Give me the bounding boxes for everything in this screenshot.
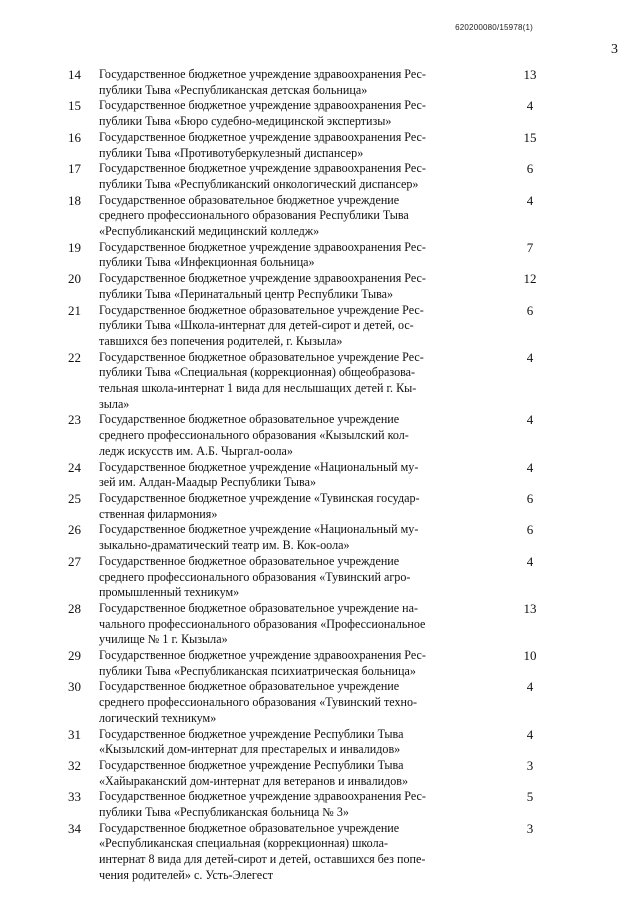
item-count: 6 — [526, 490, 534, 506]
institution-name — [99, 303, 454, 350]
institution-name-line: Государственное бюджетное учреждение здравоохранения Рес- — [99, 789, 426, 804]
item-count: 4 — [526, 726, 534, 742]
item-number: 24 — [68, 459, 81, 475]
institution-name — [99, 522, 454, 553]
institution-name — [99, 491, 454, 522]
institution-name — [99, 460, 454, 491]
institution-name-line: публики Тыва «Противотуберкулезный диспансер» — [99, 145, 364, 160]
institution-name-line: среднего профессионального образования «Кызылский кол- — [99, 428, 409, 443]
item-count: 10 — [523, 648, 537, 664]
institution-name-line: публики Тыва «Школа-интернат для детей-сирот и детей, ос- — [99, 318, 414, 333]
institution-name — [99, 271, 454, 302]
institution-name-line: публики Тыва «Республиканская психиатрическая больница» — [99, 663, 416, 678]
institution-name-line: тельная школа-интернат 1 вида для неслышащих детей г. Кы- — [99, 381, 417, 396]
institution-name — [99, 727, 454, 758]
item-count: 6 — [526, 161, 534, 177]
list-item — [0, 821, 640, 884]
institution-name-line: Государственное бюджетное учреждение здравоохранения Рес- — [99, 271, 426, 286]
item-number: 31 — [68, 726, 81, 742]
institution-name-line: логический техникум» — [99, 710, 217, 725]
institution-name-line: интернат 8 вида для детей-сирот и детей, оставшихся без попе- — [99, 852, 426, 867]
document-code: 620200080/15978(1) — [455, 23, 533, 32]
institution-name-line: Государственное бюджетное учреждение здравоохранения Рес- — [99, 67, 426, 81]
institution-name-line: Государственное бюджетное образовательное учреждение — [99, 553, 400, 568]
item-number: 22 — [68, 349, 81, 365]
item-count: 13 — [523, 67, 537, 82]
item-number: 26 — [68, 522, 81, 538]
institution-name-line: Государственное бюджетное учреждение здравоохранения Рес- — [99, 98, 426, 113]
institution-name-line: чального профессионального образования «Профессиональное — [99, 616, 426, 631]
item-count: 4 — [526, 192, 534, 208]
institution-name-line: Государственное бюджетное учреждение здравоохранения Рес- — [99, 161, 426, 176]
institution-name-line: среднего профессионального образования «Тувинский агро- — [99, 569, 411, 584]
institution-name-line: зыла» — [99, 396, 130, 411]
institution-list — [0, 67, 640, 884]
item-number: 23 — [68, 412, 81, 428]
item-number: 19 — [68, 239, 81, 255]
institution-name-line: зыкально-драматический театр им. В. Кок-оола» — [99, 538, 350, 553]
item-count: 4 — [526, 553, 534, 569]
institution-name — [99, 98, 454, 129]
institution-name — [99, 789, 454, 820]
institution-name — [99, 758, 454, 789]
institution-name-line: Государственное бюджетное образовательное учреждение — [99, 820, 400, 835]
list-item — [0, 350, 640, 413]
institution-name-line: публики Тыва «Республиканский онкологический диспансер» — [99, 176, 419, 191]
item-count: 3 — [526, 820, 534, 836]
list-item — [0, 522, 640, 553]
institution-name-line: ственная филармония» — [99, 506, 218, 521]
list-item — [0, 789, 640, 820]
item-count: 7 — [526, 239, 534, 255]
item-number: 17 — [68, 161, 81, 177]
item-count: 4 — [526, 412, 534, 428]
institution-name-line: Государственное бюджетное учреждение здравоохранения Рес- — [99, 648, 426, 663]
institution-name — [99, 554, 454, 601]
institution-name-line: Государственное образовательное бюджетное учреждение — [99, 192, 400, 207]
institution-name-line: публики Тыва «Республиканская детская больница» — [99, 82, 368, 97]
institution-name — [99, 67, 454, 98]
item-number: 25 — [68, 490, 81, 506]
item-number: 15 — [68, 98, 81, 114]
institution-name — [99, 679, 454, 726]
list-item — [0, 758, 640, 789]
institution-name-line: Государственное бюджетное учреждение «Национальный му- — [99, 522, 419, 537]
institution-name-line: чения родителей» с. Усть-Элегест — [99, 867, 274, 882]
page-number: 3 — [611, 42, 618, 57]
list-item — [0, 648, 640, 679]
institution-name-line: публики Тыва «Республиканская больница № 3» — [99, 805, 349, 820]
list-item — [0, 601, 640, 648]
institution-name-line: Государственное бюджетное учреждение «Тувинская государ- — [99, 490, 420, 505]
institution-name-line: Государственное бюджетное учреждение здравоохранения Рес- — [99, 129, 426, 144]
institution-name-line: публики Тыва «Инфекционная больница» — [99, 255, 315, 270]
institution-name-line: Государственное бюджетное учреждение Республики Тыва — [99, 757, 404, 772]
institution-name-line: «Кызылский дом-интернат для престарелых и инвалидов» — [99, 742, 401, 757]
item-count: 3 — [526, 757, 534, 773]
list-item — [0, 67, 640, 98]
institution-name-line: Государственное бюджетное учреждение Республики Тыва — [99, 726, 404, 741]
item-count: 15 — [523, 129, 537, 145]
list-item — [0, 193, 640, 240]
institution-name-line: Государственное бюджетное образовательное учреждение — [99, 412, 400, 427]
item-count: 12 — [523, 271, 537, 287]
institution-name-line: публики Тыва «Специальная (коррекционная) общеобразова- — [99, 365, 416, 380]
item-count: 4 — [526, 679, 534, 695]
institution-name-line: Государственное бюджетное учреждение «Национальный му- — [99, 459, 419, 474]
institution-name-line: Государственное бюджетное образовательное учреждение Рес- — [99, 349, 424, 364]
list-item — [0, 491, 640, 522]
institution-name — [99, 350, 454, 413]
list-item — [0, 161, 640, 192]
list-item — [0, 554, 640, 601]
item-count: 4 — [526, 459, 534, 475]
item-count: 6 — [526, 302, 534, 318]
institution-name — [99, 130, 454, 161]
item-count: 4 — [526, 349, 534, 365]
institution-name-line: «Республиканский медицинский колледж» — [99, 224, 320, 239]
item-number: 28 — [68, 600, 81, 616]
item-count: 6 — [526, 522, 534, 538]
institution-name-line: тавшихся без попечения родителей, г. Кызыла» — [99, 333, 343, 348]
institution-name-line: публики Тыва «Бюро судебно-медицинской экспертизы» — [99, 114, 392, 129]
institution-name — [99, 648, 454, 679]
institution-name-line: среднего профессионального образования «Тувинский техно- — [99, 695, 418, 710]
list-item — [0, 271, 640, 302]
list-item — [0, 130, 640, 161]
institution-name-line: Государственное бюджетное образовательное учреждение Рес- — [99, 302, 424, 317]
institution-name-line: публики Тыва «Перинатальный центр Республики Тыва» — [99, 286, 394, 301]
item-number: 14 — [68, 67, 81, 82]
item-number: 33 — [68, 789, 81, 805]
item-number: 21 — [68, 302, 81, 318]
item-number: 30 — [68, 679, 81, 695]
item-number: 20 — [68, 271, 81, 287]
institution-name-line: зей им. Алдан-Маадыр Республики Тыва» — [99, 475, 317, 490]
list-item — [0, 240, 640, 271]
institution-name-line: Государственное бюджетное образовательное учреждение — [99, 679, 400, 694]
institution-name-line: училище № 1 г. Кызыла» — [99, 632, 228, 647]
list-item — [0, 679, 640, 726]
institution-name — [99, 193, 454, 240]
institution-name — [99, 821, 454, 884]
item-number: 18 — [68, 192, 81, 208]
institution-name-line: Государственное бюджетное образовательное учреждение на- — [99, 600, 419, 615]
institution-name-line: ледж искусств им. А.Б. Чыргал-оола» — [99, 443, 293, 458]
list-item — [0, 98, 640, 129]
institution-name-line: «Республиканская специальная (коррекционная) школа- — [99, 836, 388, 851]
item-count: 4 — [526, 98, 534, 114]
institution-name — [99, 601, 454, 648]
item-number: 32 — [68, 757, 81, 773]
institution-name-line: Государственное бюджетное учреждение здравоохранения Рес- — [99, 239, 426, 254]
item-number: 29 — [68, 648, 81, 664]
item-number: 34 — [68, 820, 81, 836]
institution-name-line: среднего профессионального образования Республики Тыва — [99, 208, 409, 223]
item-number: 27 — [68, 553, 81, 569]
list-item — [0, 412, 640, 459]
item-count: 13 — [523, 600, 537, 616]
item-number: 16 — [68, 129, 81, 145]
institution-name-line: промышленный техникум» — [99, 585, 240, 600]
institution-name — [99, 161, 454, 192]
list-item — [0, 303, 640, 350]
institution-name — [99, 240, 454, 271]
list-item — [0, 460, 640, 491]
list-item — [0, 727, 640, 758]
item-count: 5 — [526, 789, 534, 805]
institution-name — [99, 412, 454, 459]
institution-name-line: «Хайыраканский дом-интернат для ветеранов и инвалидов» — [99, 773, 409, 788]
